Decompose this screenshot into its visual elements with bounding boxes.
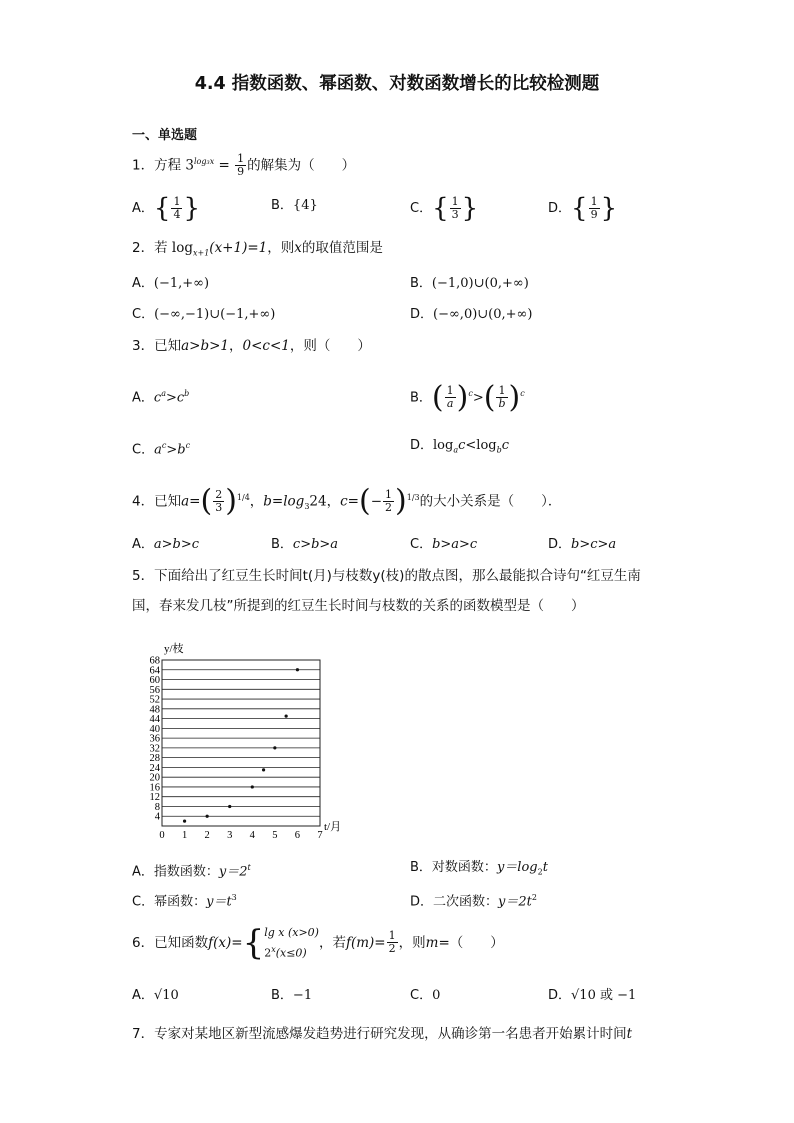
- q4-option-a[interactable]: A．a>b>c: [132, 537, 200, 552]
- chart-points: [183, 668, 299, 823]
- chart-x-tick-label: 0: [159, 830, 165, 841]
- q1-base: 3: [185, 157, 194, 174]
- q2-option-d[interactable]: D．(−∞,0)∪(0,+∞): [410, 307, 533, 322]
- chart-y-tick-label: 32: [149, 743, 160, 755]
- q3-option-b[interactable]: B．( $\frac{1}{a}$ )$^c$>( $\frac{1}{b}$ )$^c$: [410, 379, 525, 415]
- q2-option-b[interactable]: B．(−1,0)∪(0,+∞): [410, 276, 529, 291]
- q5-option-d[interactable]: D．二次函数：$y=2t^2$: [410, 893, 537, 910]
- chart-x-tick-label: 7: [317, 830, 323, 841]
- question-1: [132, 152, 355, 178]
- q1-option-d[interactable]: D．{ $\frac{1}{9}$ }: [548, 193, 618, 224]
- chart-y-tick-label: 8: [154, 801, 160, 813]
- chart-y-tick-label: 48: [149, 704, 160, 716]
- chart-point: [206, 815, 209, 818]
- chart-x-tick-label: 1: [181, 830, 188, 841]
- q6-option-d[interactable]: D．√10 或 −1: [548, 988, 637, 1003]
- q1-post: 的解集为（ ）: [247, 157, 356, 174]
- q5-option-a[interactable]: A．指数函数：$y=2^t$: [132, 863, 251, 880]
- chart-y-tick-label: 28: [149, 753, 160, 765]
- chart-y-ticks: [150, 656, 161, 823]
- page-title: 4.4 指数函数、幂函数、对数函数增长的比较检测题: [194, 74, 600, 94]
- chart-point: [228, 805, 231, 808]
- chart-y-tick-label: 52: [149, 694, 160, 706]
- question-2: 2．若 $\log_{x+1}(x+1)=1$，则x的取值范围是: [132, 240, 383, 258]
- chart-x-ticks: [159, 830, 322, 841]
- chart-point: [285, 715, 288, 718]
- chart-y-tick-label: 56: [149, 684, 160, 696]
- chart-x-tick-label: 6: [294, 830, 301, 841]
- q1-number: 1．: [132, 157, 155, 174]
- q1-equals: =: [218, 157, 230, 174]
- q1-fraction: $\frac{1}{9}$: [237, 152, 245, 178]
- q6-option-c[interactable]: C．0: [410, 988, 441, 1003]
- q5-option-c[interactable]: C．幂函数：$y=t^3$: [132, 893, 237, 910]
- chart-x-label: t/月: [324, 821, 342, 833]
- question-7: 7．专家对某地区新型流感爆发趋势进行研究发现，从确诊第一名患者开始累计时间t: [132, 1026, 633, 1042]
- chart-y-tick-label: 36: [149, 733, 160, 745]
- q3-option-d[interactable]: D．$\log_ac<\log_bc$: [410, 438, 510, 455]
- chart-x-tick-label: 5: [272, 830, 278, 841]
- question-5-line-1: 5．下面给出了红豆生长时间t(月)与枝数y(枝)的散点图，那么最能拟合诗句“红豆生南: [132, 568, 641, 584]
- chart-y-tick-label: 12: [149, 792, 160, 804]
- q4-option-d[interactable]: D．b>c>a: [548, 537, 617, 552]
- question-5-line-2: 国，春来发几枝”所提到的红豆生长时间与枝数的关系的函数模型是（ ）: [132, 598, 585, 614]
- chart-point: [251, 785, 254, 788]
- q1-option-b[interactable]: B．{4}: [271, 198, 318, 213]
- question-4: 4．已知a=( $\frac{2}{3}$ )$^{1/4}$，$b=\log_324$，c=(− $\frac{1}{2}$ )$^{1/3}$的大小关系是（ ）．: [132, 483, 562, 519]
- q3-option-a[interactable]: A．$c^a>c^b$: [132, 389, 190, 406]
- q2-option-a[interactable]: A．(−1,+∞): [132, 276, 210, 291]
- chart-point: [273, 746, 276, 749]
- q1-option-a[interactable]: A．{ $\frac{1}{4}$ }: [132, 193, 200, 224]
- question-3: 3．已知a>b>1，0<c<1，则（ ）: [132, 338, 371, 354]
- question-6: 6．已知函数f(x)={ lg x (x>0) $2^x(x\le 0)$ ，若f(m)= $\frac{1}{2}$ ，则m=（ ）: [132, 922, 504, 963]
- q6-piecewise: lg x (x>0) $2^x(x\le 0)$: [264, 926, 319, 960]
- chart-point: [296, 668, 299, 671]
- q1-option-c[interactable]: C．{ $\frac{1}{3}$ }: [410, 193, 479, 224]
- chart-point: [262, 768, 265, 771]
- q6-option-a[interactable]: A．√10: [132, 988, 179, 1003]
- chart-y-tick-label: 64: [149, 665, 160, 677]
- chart-y-tick-label: 68: [149, 655, 160, 667]
- q4-option-c[interactable]: C．b>a>c: [410, 537, 478, 552]
- q3-option-c[interactable]: C．$a^c>b^c$: [132, 441, 191, 458]
- q6-option-b[interactable]: B．−1: [271, 988, 313, 1003]
- q1-exponent: log₃x: [193, 157, 215, 166]
- chart-x-tick-label: 3: [227, 830, 233, 841]
- q2-option-c[interactable]: C．(−∞,−1)∪(−1,+∞): [132, 307, 276, 322]
- chart-y-tick-label: 16: [149, 782, 160, 794]
- chart-grid: [162, 660, 320, 826]
- chart-point: [183, 820, 186, 823]
- chart-frame: [162, 660, 320, 826]
- chart-y-tick-label: 40: [149, 723, 160, 735]
- chart-y-label: y/枝: [164, 643, 184, 655]
- chart-x-tick-label: 4: [249, 830, 255, 841]
- chart-y-tick-label: 60: [149, 675, 160, 687]
- chart-y-tick-label: 4: [154, 811, 160, 823]
- chart-y-tick-label: 20: [149, 772, 160, 784]
- q4-option-b[interactable]: B．c>b>a: [271, 537, 339, 552]
- section-heading: 一、单选题: [132, 128, 198, 143]
- q2-log: log: [171, 240, 193, 256]
- chart-x-tick-label: 2: [204, 830, 210, 841]
- chart-y-tick-label: 24: [149, 762, 160, 774]
- chart-y-tick-label: 44: [149, 714, 160, 726]
- q5-option-b[interactable]: B．对数函数：$y=\log_2t$: [410, 860, 548, 877]
- q1-pre: 方程: [154, 157, 182, 174]
- scatter-chart: [140, 636, 362, 841]
